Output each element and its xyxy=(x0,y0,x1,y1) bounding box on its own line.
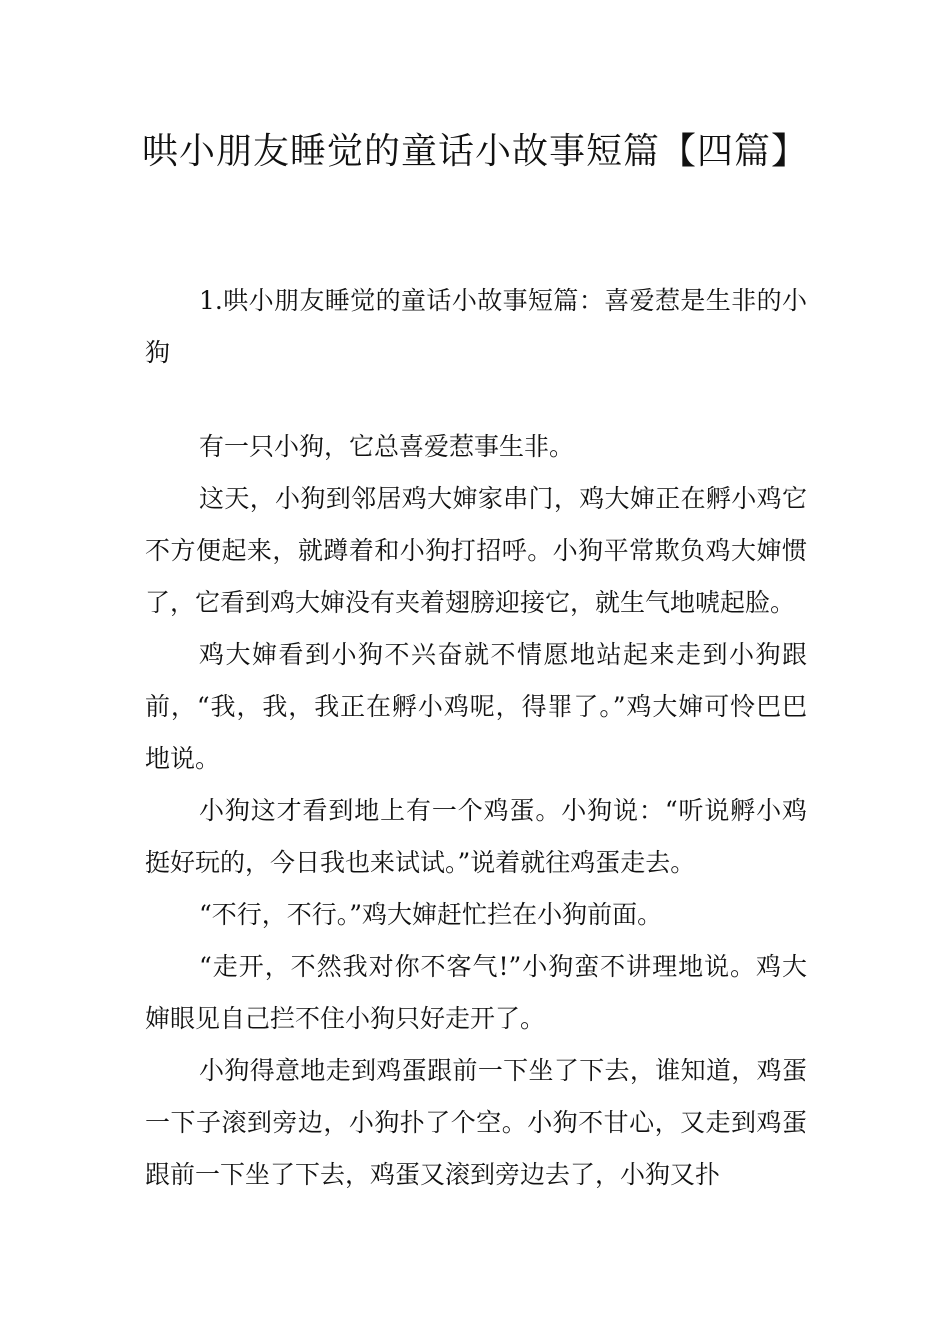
document-title: 哄小朋友睡觉的童话小故事短篇【四篇】 xyxy=(141,131,808,172)
paragraph: 鸡大婶看到小狗不兴奋就不情愿地站起来走到小狗跟前，“我，我，我正在孵小鸡呢，得罪了。”鸡大婶可怜巴巴地说。 xyxy=(145,640,807,773)
paragraph: 小狗这才看到地上有一个鸡蛋。小狗说：“听说孵小鸡挺好玩的，今日我也来试试。”说着就往鸡蛋走去。 xyxy=(145,796,807,877)
paragraph: “不行，不行。”鸡大婶赶忙拦在小狗前面。 xyxy=(199,900,663,929)
story-body xyxy=(145,421,807,1201)
paragraph: 小狗得意地走到鸡蛋跟前一下坐了下去，谁知道，鸡蛋一下子滚到旁边，小狗扑了个空。小狗不甘心，又走到鸡蛋跟前一下坐了下去，鸡蛋又滚到旁边去了，小狗又扑 xyxy=(145,1056,807,1189)
section-heading: 1.哄小朋友睡觉的童话小故事短篇：喜爱惹是生非的小狗 xyxy=(145,286,807,367)
paragraph: 有一只小狗，它总喜爱惹事生非。 xyxy=(199,432,575,461)
paragraph: 这天，小狗到邻居鸡大婶家串门，鸡大婶正在孵小鸡它不方便起来，就蹲着和小狗打招呼。小狗平常欺负鸡大婶惯了，它看到鸡大婶没有夹着翅膀迎接它，就生气地唬起脸。 xyxy=(145,484,807,617)
paragraph: “走开，不然我对你不客气!”小狗蛮不讲理地说。鸡大婶眼见自己拦不住小狗只好走开了。 xyxy=(145,952,807,1033)
